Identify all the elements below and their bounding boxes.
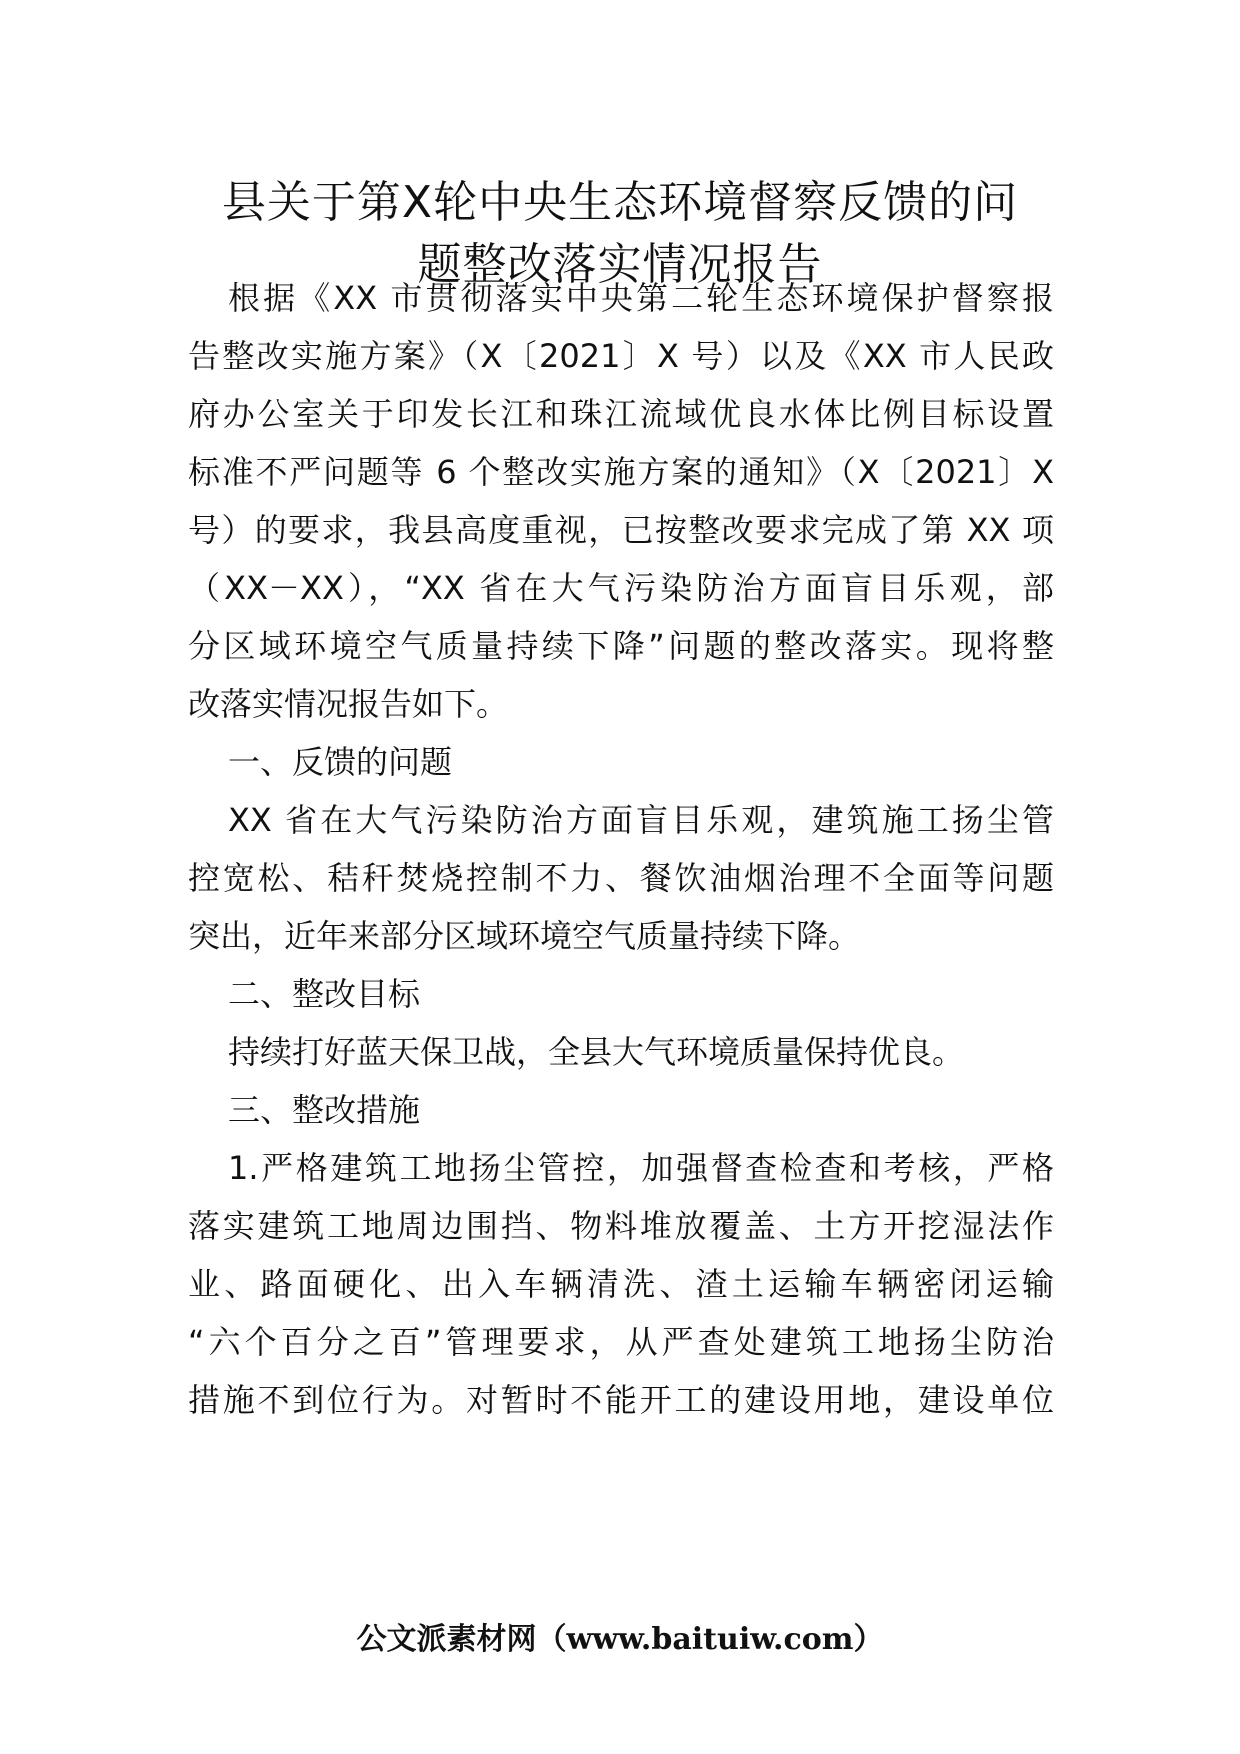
section-heading-3: 三、整改措施 [228,1091,421,1129]
body-line: 告整改实施方案》（X〔2021〕X 号）以及《XX 市人民政 [188,337,1054,375]
body-line: 控宽松、秸秆焚烧控制不力、餐饮油烟治理不全面等问题 [188,859,1054,897]
section-heading-1: 一、反馈的问题 [228,743,453,781]
body-line: 措施不到位行为。对暂时不能开工的建设用地，建设单位 [188,1381,1054,1419]
document-title-line-1: 县关于第Ⅹ轮中央生态环境督察反馈的问 [221,177,1019,228]
body-line: 业、路面硬化、出入车辆清洗、渣土运输车辆密闭运输 [188,1265,1054,1303]
section-heading-2: 二、整改目标 [228,975,421,1013]
body-line: 标准不严问题等 6 个整改实施方案的通知》（X〔2021〕X [188,453,1054,491]
body-line: 突出，近年来部分区域环境空气质量持续下降。 [188,917,861,955]
footer-watermark: 公文派素材网（www.baituiw.com） [356,1622,884,1657]
body-line: 持续打好蓝天保卫战，全县大气环境质量保持优良。 [228,1033,965,1071]
body-line: 1.严格建筑工地扬尘管控，加强督查检查和考核，严格 [228,1149,1054,1187]
body-line: （XX－XX），“XX 省在大气污染防治方面盲目乐观，部 [188,569,1054,607]
document-title-line-2: 题整改落实情况报告 [417,239,823,290]
body-line: 府办公室关于印发长江和珠江流域优良水体比例目标设置 [188,395,1054,433]
body-line: 分区域环境空气质量持续下降”问题的整改落实。现将整 [188,627,1054,665]
body-line: XX 省在大气污染防治方面盲目乐观，建筑施工扬尘管 [228,801,1054,839]
body-line: “六个百分之百”管理要求，从严查处建筑工地扬尘防治 [188,1323,1054,1361]
body-line: 号）的要求，我县高度重视，已按整改要求完成了第 XX 项 [188,511,1054,549]
body-line: 改落实情况报告如下。 [188,685,509,723]
body-line: 落实建筑工地周边围挡、物料堆放覆盖、土方开挖湿法作 [188,1207,1054,1245]
body-line: 根据《XX 市贯彻落实中央第二轮生态环境保护督察报 [228,279,1054,317]
